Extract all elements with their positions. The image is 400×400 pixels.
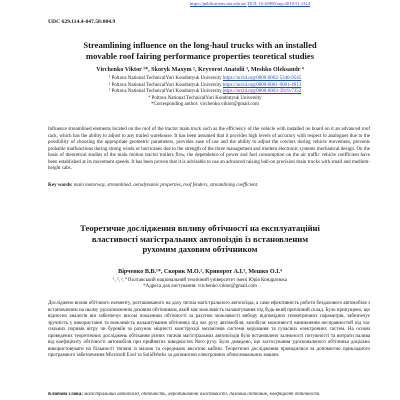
affiliation-3 xyxy=(60,89,350,96)
keywords-ukrainian xyxy=(48,392,370,399)
doi-header xyxy=(150,0,350,7)
authors-ukrainian: Вірченко В.В.¹*, Скорик М.О.², Криворот А.І.³, Мешко О.І.⁴ xyxy=(118,269,282,275)
orcid-link-2[interactable]: https://orcid.org/0000-0001-9001-4913 xyxy=(222,82,302,88)
affiliation-1-name: ¹ Poltava National TechnicalYuri Kondratyuk University xyxy=(108,76,222,81)
orcid-link-1[interactable]: https://orcid.org/0000-0002-5346-9545 xyxy=(222,76,302,81)
affiliation-1 xyxy=(60,76,350,83)
affiliations-english xyxy=(60,76,350,109)
keywords-list-en: main motorway, streamlined, aerodynamic properties, roof fenders, streamlining coefficient. xyxy=(73,183,259,188)
affiliation-ua: ¹, ², ³, ⁴ Полтавський національний технічний університет імені Юрія Кондратюка xyxy=(113,278,287,283)
keywords-label-en: Key words: xyxy=(48,183,73,188)
affiliation-2-name: ² Poltava National TechnicalYuri Kondratyuk University xyxy=(108,82,222,88)
keywords-list-ua: магістральний автопоїзд, обтічність, аеродинамічні властивості, даховий обтічник, коефіцієнт обтічності. xyxy=(84,392,321,397)
affiliation-3-name: ³ Poltava National TechnicalYuri Kondratyuk University xyxy=(108,89,222,95)
corresponding-author-ua: *Адреса для листування: virchenko.viktor@gmail.com xyxy=(143,284,257,290)
journal-link[interactable]: https://publications.ntu.edu.ua/ xyxy=(189,1,247,6)
abstract-english: Influence streamlined elements located on the roof of the tractor main truck such as the efficiency of the vehicle with installed no board on it an advanced roof rack, which has the ability to adjust to any trailed warehouse. It has been assumed that it provides high levels of accuracy with respect to analogues due to the possibility of choosing the appropriate geometric parameters, provides ease of use and the ability to adjust the cowlers during vehicle movement, prevents probable malfunctions during strong winds or hurricanes due to the strength of the three management and modern electronic systems mechanical design. On the basis of theoretical studies of the main motion tractor trailers flow, the dependence of power and fuel consumption on the air traffic vehicle coefficient have been established at its movement speeds. It has been proven that it is advisable to use an advanced raising ball-on precision drain trucks with small and medium-height cabs. xyxy=(48,127,370,172)
doi-link[interactable]: DOI: 10.26906/znp.2018.51.1314 xyxy=(247,1,311,6)
keywords-english xyxy=(48,183,370,190)
title-ukrainian xyxy=(40,223,360,255)
udc-code: UDC 629.114.4-047.58:004.9 xyxy=(48,19,116,25)
affiliation-4: ⁴ Poltava National TechnicalYuri Kondratyuk University xyxy=(148,95,262,101)
keywords-label-ua: Ключові слова: xyxy=(48,392,83,397)
title-en-line-2: movable roof fairing performance properties teoretical studies xyxy=(85,50,315,61)
title-ua-line-2: властивості магістральних автопоїздів із встановленим xyxy=(91,233,309,244)
corresponding-author-en: *Corresponding author: virchenko.viktor@gmail.com xyxy=(151,102,259,108)
title-english xyxy=(40,40,360,61)
authors-english: Virchenko Viktor ¹*, Skoryk Maxym ², Kryvorot Anatolii ³, Meshko Oleksandr ⁴ xyxy=(96,67,304,73)
title-ua-line-3: рухомим даховим обтічником xyxy=(142,244,258,254)
title-ua-line-1: Теоретичне дослідження впливу обтічності на експлуатаційні xyxy=(80,223,320,233)
abstract-ukrainian: Досліджено вплив обтічного елементу, розташованого на даху тягача магістрального автопоїзда, а саме ефективність роботи бездахового автомобіля з встановленим на ньому удосконаленим даховим обтічником, який має можливість налаштування під будь-який причіпний склад. Було припущено, що відносно аналогів він забезпечує високі показники обтічності за рахунок можливості вибору відповідних геометричних параметрів, забезпечує зручність у використанні та можливість налаштування обтічника під час руху автомобіля, запобігає можливості виникнення несправностей під час сильних поривів вітру чи буревіїв за рахунок міцності конструкції механізмів системи керування та сучасних електронних систем. На основі проведених теоретичних досліджень обтікання різних тягачів магістральних автопоїздів було встановлено залежності потужності та витрати палива від коефіцієнту обтічності автомобіля при прийнятих швидкостях його руху. Було доведено, що застосування удосконаленого обтічника доцільно використовувати на більшості тягачів із малою та середньою висотою кабіни. Теоретичні дослідження проводилися за допомогою прикладного програмного забезпечення Microsoft Exel та SolidWorks за допомогою електронних обчислювальних машин. xyxy=(48,301,370,359)
affiliations-ukrainian xyxy=(40,278,360,291)
title-en-line-1: Streamlining influence on the long-haul trucks with an installed xyxy=(83,40,317,50)
orcid-link-3[interactable]: https://orcid.org/0000-0003-3919-7352 xyxy=(222,89,302,95)
